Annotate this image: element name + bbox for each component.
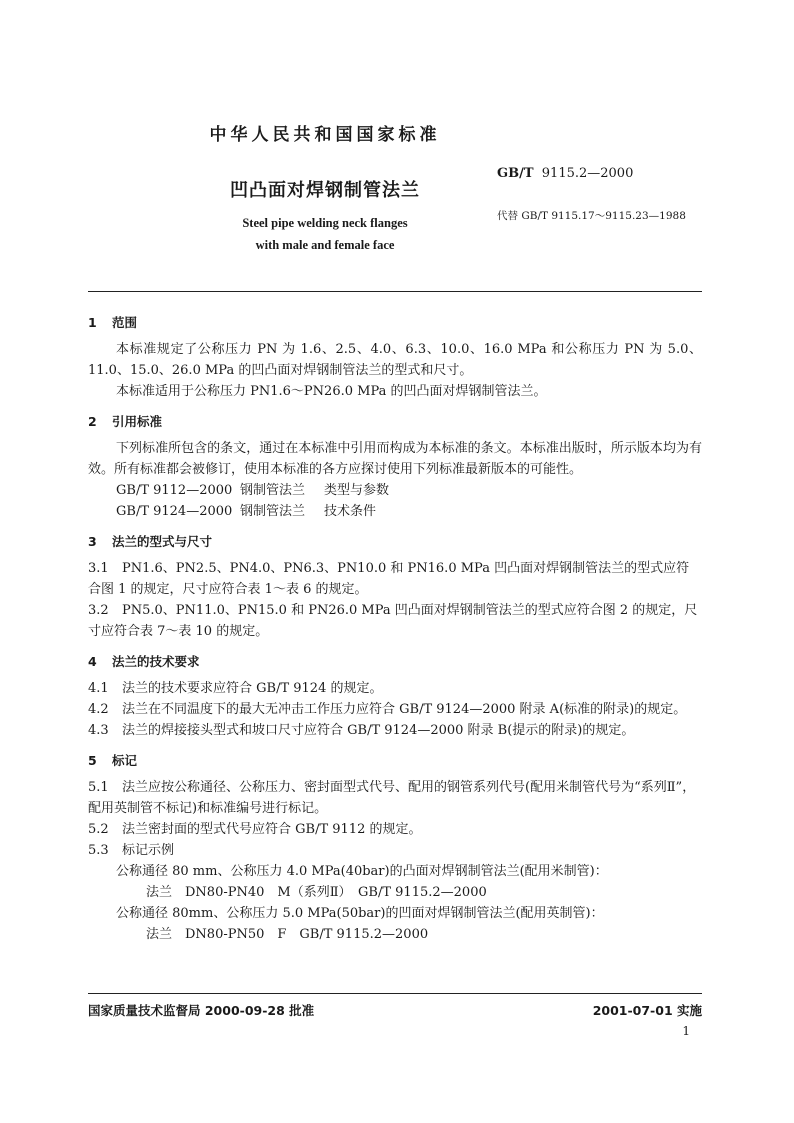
clause-number: 3.2 <box>88 603 109 618</box>
clause-text: 法兰在不同温度下的最大无冲击工作压力应符合 GB/T 9124—2000 附录 A(标准的附录)的规定。 <box>122 702 687 717</box>
section-heading-references <box>88 411 702 432</box>
clause <box>88 840 702 861</box>
clause-text: 标记示例 <box>122 843 175 858</box>
clause <box>88 720 702 741</box>
national-standard-heading: 中华人民共和国国家标准 <box>209 125 441 145</box>
example-marking: 法兰 DN80-PN40 M（系列Ⅱ） GB/T 9115.2—2000 <box>146 885 487 900</box>
footer-divider <box>88 993 702 994</box>
clause-number: 5.3 <box>88 843 109 858</box>
clause-text: PN1.6、PN2.5、PN4.0、PN6.3、PN10.0 和 PN16.0 MPa 凹凸面对焊钢制管法兰的型式应符合图 1 的规定，尺寸应符合表 1～表 6 的规定。 <box>88 561 690 597</box>
clause <box>88 558 702 600</box>
clause-text: 法兰应按公称通径、公称压力、密封面型式代号、配用的钢管系列代号(配用米制管代号为“系列Ⅱ”，配用英制管不标记)和标准编号进行标记。 <box>88 780 696 816</box>
section-number: 2 <box>88 414 97 429</box>
clause <box>88 699 702 720</box>
section-number: 5 <box>88 753 97 768</box>
clause-text: 法兰的焊接接头型式和坡口尺寸应符合 GB/T 9124—2000 附录 B(提示的附录)的规定。 <box>122 723 635 738</box>
section-title: 法兰的型式与尺寸 <box>112 534 213 549</box>
document-title-en-line2: with male and female face <box>255 238 395 252</box>
clause-number: 4.2 <box>88 702 109 717</box>
clause <box>88 819 702 840</box>
section-number: 4 <box>88 654 97 669</box>
reference-desc: 技术条件 <box>324 504 377 519</box>
standard-number-value: 9115.2—2000 <box>541 166 634 181</box>
standard-code: GB/T <box>497 166 534 181</box>
replaces-standard: 代替 GB/T 9115.17～9115.23—1988 <box>497 210 686 222</box>
section-title: 标记 <box>112 753 138 768</box>
document-title-en-line1: Steel pipe welding neck flanges <box>242 216 408 230</box>
page-number: 1 <box>682 1024 690 1038</box>
paragraph: 本标准规定了公称压力 PN 为 1.6、2.5、4.0、6.3、10.0、16.0 MPa 和公称压力 PN 为 5.0、11.0、15.0、26.0 MPa 的凹凸面对焊钢制管法兰的型式和尺寸。 <box>88 342 702 378</box>
example-description: 公称通径 80mm、公称压力 5.0 MPa(50bar)的凹面对焊钢制管法兰(配用英制管)： <box>116 906 604 921</box>
reference-code: GB/T 9124—2000 <box>116 504 233 519</box>
reference-item <box>88 501 702 522</box>
header-divider <box>88 291 702 292</box>
clause <box>88 777 702 819</box>
document-title-cn: 凹凸面对焊钢制管法兰 <box>230 180 420 201</box>
example-marking: 法兰 DN80-PN50 F GB/T 9115.2—2000 <box>146 927 429 942</box>
section-title: 引用标准 <box>112 414 163 429</box>
section-title: 法兰的技术要求 <box>112 654 200 669</box>
reference-desc: 类型与参数 <box>324 483 390 498</box>
reference-code: GB/T 9112—2000 <box>116 483 233 498</box>
reference-name: 钢制管法兰 <box>240 483 306 498</box>
section-heading-marking <box>88 750 702 771</box>
section-number: 1 <box>88 315 97 330</box>
clause-number: 3.1 <box>88 561 109 576</box>
clause-text: PN5.0、PN11.0、PN15.0 和 PN26.0 MPa 凹凸面对焊钢制管法兰的型式应符合图 2 的规定，尺寸应符合表 7～表 10 的规定。 <box>88 603 698 639</box>
section-heading-requirements <box>88 651 702 672</box>
clause-text: 法兰密封面的型式代号应符合 GB/T 9112 的规定。 <box>122 822 422 837</box>
implementation-date: 2001-07-01 实施 <box>592 1003 702 1018</box>
clause-text: 法兰的技术要求应符合 GB/T 9124 的规定。 <box>122 681 383 696</box>
reference-item <box>88 480 702 501</box>
clause-number: 4.1 <box>88 681 109 696</box>
paragraph: 下列标准所包含的条文，通过在本标准中引用而构成为本标准的条文。本标准出版时，所示版本均为有效。所有标准都会被修订，使用本标准的各方应探讨使用下列标准最新版本的可能性。 <box>88 441 702 477</box>
section-number: 3 <box>88 534 97 549</box>
reference-name: 钢制管法兰 <box>240 504 306 519</box>
document-body <box>88 312 702 945</box>
section-title: 范围 <box>112 315 138 330</box>
clause <box>88 600 702 642</box>
clause-number: 5.2 <box>88 822 109 837</box>
clause-number: 4.3 <box>88 723 109 738</box>
clause-number: 5.1 <box>88 780 109 795</box>
clause <box>88 678 702 699</box>
example-description: 公称通径 80 mm、公称压力 4.0 MPa(40bar)的凸面对焊钢制管法兰(配用米制管)： <box>116 864 608 879</box>
section-heading-scope <box>88 312 702 333</box>
paragraph: 本标准适用于公称压力 PN1.6～PN26.0 MPa 的凹凸面对焊钢制管法兰。 <box>116 384 547 399</box>
approval-info: 国家质量技术监督局 2000-09-28 批准 <box>88 1003 315 1018</box>
section-heading-types <box>88 531 702 552</box>
